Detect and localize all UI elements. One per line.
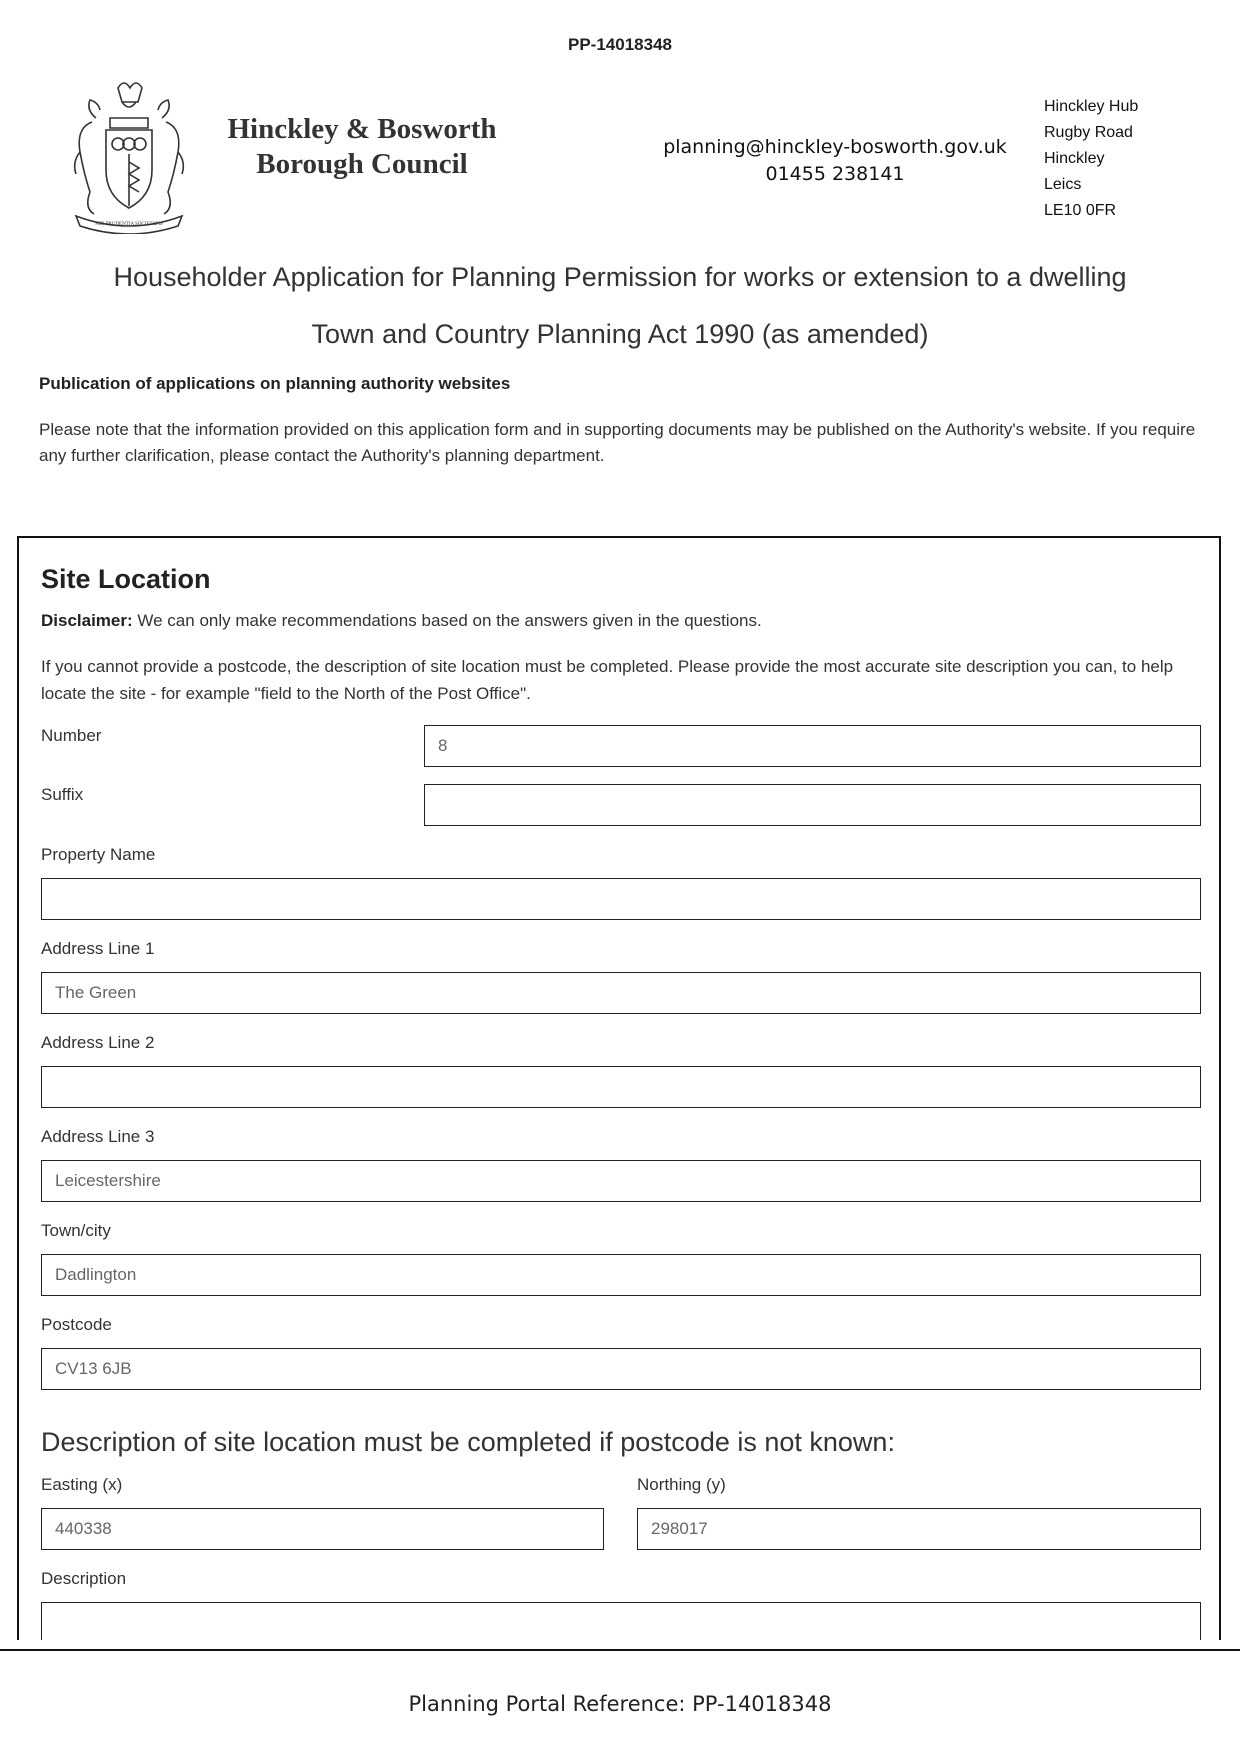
easting-field[interactable]: 440338: [41, 1508, 604, 1550]
number-label: Number: [41, 726, 102, 745]
town-city-field[interactable]: Dadlington: [41, 1254, 1201, 1296]
council-name-line1: Hinckley & Bosworth: [227, 113, 497, 145]
number-field[interactable]: 8: [424, 725, 1201, 767]
contact-details: [660, 134, 1010, 188]
publication-text: Please note that the information provided on this application form and in supporting documents may be published on the Authority's website. If you require any further clarification, please contact the Authority's planning department.: [39, 420, 1196, 465]
address-line-2-label: Address Line 2: [41, 1033, 155, 1052]
section-title: Site Location: [41, 564, 211, 594]
address-line-1-label: Address Line 1: [41, 939, 155, 958]
suffix-label: Suffix: [41, 785, 84, 804]
footer-reference: Planning Portal Reference: PP-14018348: [408, 1692, 832, 1716]
disclaimer: [41, 611, 762, 631]
contact-email[interactable]: planning@hinckley-bosworth.gov.uk: [663, 136, 1007, 158]
postcode-label: Postcode: [41, 1315, 112, 1334]
property-name-field[interactable]: [41, 878, 1201, 920]
description-label: Description: [41, 1569, 127, 1588]
council-crest-logo: [66, 78, 192, 234]
address-line-3-label: Address Line 3: [41, 1127, 155, 1146]
address-line: Rugby Road: [1044, 124, 1133, 141]
town-city-label: Town/city: [41, 1221, 111, 1240]
reference-number-top: PP-14018348: [568, 35, 672, 54]
disclaimer-text: We can only make recommendations based on the answers given in the questions.: [132, 611, 762, 630]
address-line: Hinckley Hub: [1044, 98, 1139, 115]
address-line: LE10 0FR: [1044, 202, 1117, 219]
address-line: Leics: [1044, 176, 1082, 193]
suffix-field[interactable]: [424, 784, 1201, 826]
northing-label: Northing (y): [637, 1475, 726, 1494]
disclaimer-label: Disclaimer:: [41, 611, 133, 630]
address-line-2-field[interactable]: [41, 1066, 1201, 1108]
description-field[interactable]: [41, 1602, 1201, 1640]
address-line-3-field[interactable]: Leicestershire: [41, 1160, 1201, 1202]
northing-field[interactable]: 298017: [637, 1508, 1201, 1550]
publication-heading: Publication of applications on planning authority websites: [39, 374, 511, 393]
council-name: [222, 112, 502, 182]
postcode-field[interactable]: CV13 6JB: [41, 1348, 1201, 1390]
site-help-text: If you cannot provide a postcode, the description of site location must be completed. Please provide the most accurate site description you can, to help locate the site - for example "field to the North of the Post Office".: [41, 657, 1174, 703]
form-title: Householder Application for Planning Permission for works or extension to a dwelling: [113, 262, 1127, 292]
easting-label: Easting (x): [41, 1475, 123, 1494]
property-name-label: Property Name: [41, 845, 156, 864]
address-line: Hinckley: [1044, 150, 1105, 167]
footer-divider: [0, 1649, 1240, 1651]
contact-phone: 01455 238141: [765, 163, 905, 185]
crest-motto: PER PRUDENTIA SOCIETATIS: [95, 222, 163, 227]
address-line-1-field[interactable]: The Green: [41, 972, 1201, 1014]
council-name-line2: Borough Council: [256, 148, 468, 180]
description-heading: Description of site location must be completed if postcode is not known:: [41, 1427, 895, 1457]
form-act-subtitle: Town and Country Planning Act 1990 (as amended): [311, 319, 929, 349]
site-location-panel: [17, 536, 1221, 1640]
council-address: [1044, 94, 1138, 224]
